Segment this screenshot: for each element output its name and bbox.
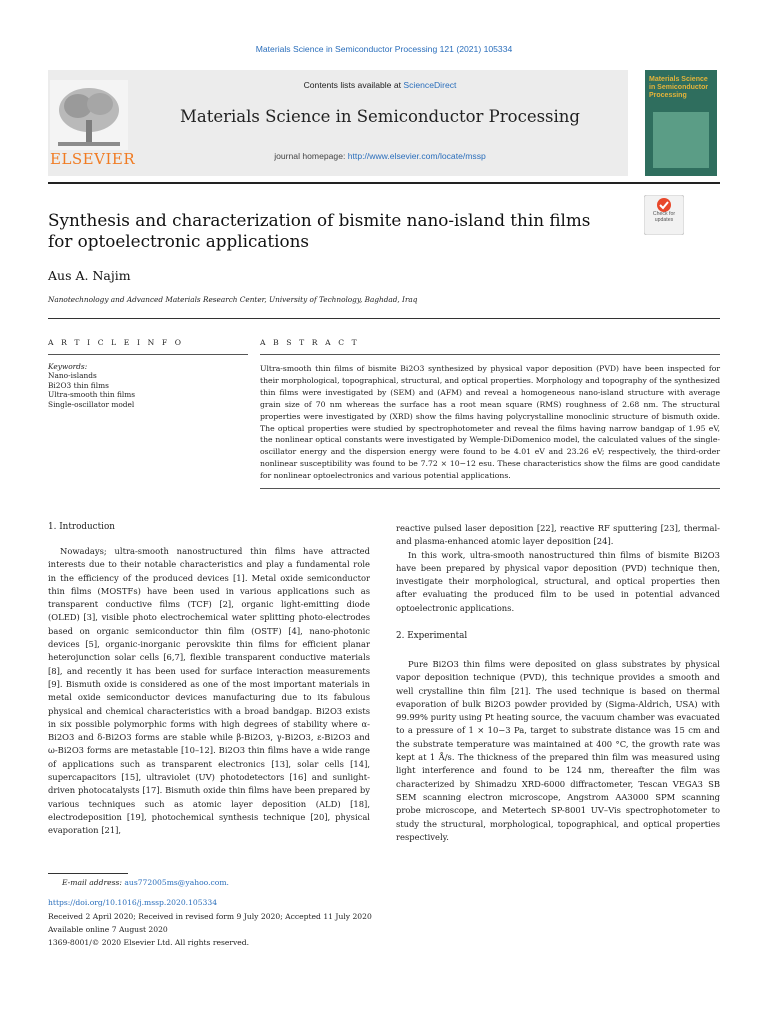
copyright-line: 1369-8001/© 2020 Elsevier Ltd. All rights reserved. [48,938,250,947]
cover-image [653,112,709,168]
homepage-link[interactable]: http://www.elsevier.com/locate/mssp [347,151,486,161]
abstract-rule [260,354,720,355]
author-name[interactable]: Aus A. Najim [48,268,131,283]
journal-cover[interactable] [645,70,717,176]
intro-paragraph-continued: reactive pulsed laser deposition [22], reactive RF sputtering [23], thermal- and plasma-enhanced atomic layer deposition [24]. [396,523,720,547]
journal-reference[interactable]: Materials Science in Semiconductor Processing 121 (2021) 105334 [255,44,513,54]
journal-homepage: journal homepage: http://www.elsevier.com/locate/mssp [274,151,486,161]
doi-link[interactable]: https://doi.org/10.1016/j.mssp.2020.105334 [48,898,218,907]
cover-title: Materials Science in Semiconductor Processing [649,76,709,99]
section-rule [48,318,720,319]
keywords-label: Keywords: [48,362,88,371]
sciencedirect-link[interactable]: ScienceDirect [403,80,457,90]
email-footnote: E-mail address: aus772005ms@yahoo.com. [62,878,229,887]
keyword-item[interactable]: Ultra-smooth thin films [48,390,136,400]
right-column [396,522,720,615]
abstract-heading: A B S T R A C T [260,338,360,347]
keyword-item[interactable]: Single-oscillator model [48,399,135,409]
paper-title: Synthesis and characterization of bismite nano-island thin films for optoelectronic applications [48,210,591,251]
introduction-column [48,545,370,838]
contents-line: Contents lists available at ScienceDirect [303,80,457,90]
intro-paragraph: Nowadays; ultra-smooth nanostructured thin films have attracted interests due to their notable characteristics and play a fundamental role in the efficiency of the produced devices [1]. Metal oxide semiconductor thin films (MOSTFs) have been used in various applications such as transparent conductive films (TCF) [2], organic light-emitting diode (OLED) [3], visible photo electrochemical water splitting photo-electrodes based on organic semiconductor thin film (OSTF) [4], nano-photonic devices [5], organic-inorganic perovskite thin films for efficient planar heterojunction solar cells [6,7], flexible transparent conductive materials [8], and recently it has been used for surface interaction measurements [9]. Bismuth oxide is considered as one of the most important materials in metal oxide semiconductor devices manufacturing due to its fabulous physical and chemical characteristics with a broad bandgap. Bi2O3 exists in six possible polymorphic forms with high degrees of stability where α-Bi2O3 and δ-Bi2O3 forms are stable while β-Bi2O3, γ-Bi2O3, ε-Bi2O3 and ω-Bi2O3 forms are metastable [10–12]. Bi2O3 thin films have a wide range of applications such as transparent electronics [13], solar cells [14], supercapacitors [15], ultraviolet (UV) photodetectors [16] and sunlight-driven photocatalysts [17]. Bismuth oxide thin films have been prepared by various techniques such as atomic layer deposition (ALD) [18], electrodeposition [19], photochemical synthesis technique [20], physical evaporation [21], [48,546,370,836]
abstract-text: Ultra-smooth thin films of bismite Bi2O3 synthesized by physical vapor deposition (PVD) have been inspected for their morphological, topographical, structural, and optical properties. Morphology and topography of the synthesized thin films were investigated by (SEM) and (AFM) and reveal a homogeneous nano-island structure with average grain size of 70 nm whereas the surface has a root mean square (RMS) roughness of 2.68 nm. The structural properties were investigated by (XRD) show the films having polycrystalline monoclinic structure of bismuth oxide. The optical properties were studied by spectrophotometer and reveal the films having narrow bandgap of 1.95 eV, the nonlinear optical constants were investigated by Wemple-DiDomenico model, the calculated values of the single-oscillator energy and the dispersion energy were found to be 4.01 eV and 23.26 eV; respectively, the third-order nonlinear susceptibility was found to be 7.72 × 10−12 esu. These characteristics show the films are good candidate for nonlinear optoelectronics and various potential applications. [260,364,720,481]
elsevier-tree-logo [50,80,128,150]
article-info-heading: A R T I C L E I N F O [48,338,184,347]
experimental-heading: 2. Experimental [396,631,468,641]
publisher-name: ELSEVIER [50,150,136,168]
intro-paragraph: In this work, ultra-smooth nanostructured thin films of bismite Bi2O3 have been prepared by physical vapor deposition (PVD) technique then, investigate their morphological, structural, and optical properties then after evaluating the produced film to be used in potential advanced optoelectronic applications. [396,549,720,613]
email-link[interactable]: aus772005ms@yahoo.com. [124,878,229,887]
article-info-rule [48,354,248,355]
abstract-bottom-rule [260,488,720,489]
keyword-item[interactable]: Nano-islands [48,371,97,381]
experimental-paragraph: Pure Bi2O3 thin films were deposited on glass substrates by physical vapor deposition technique (PVD), this technique provides a smooth and well crystalline thin film [21]. The used technique is based on thermal evaporation of bulk Bi2O3 powder provided by (Sigma-Aldrich, USA) with 99.99% purity using Pt heating source, the vacuum chamber was evacuated to a pressure of 1 × 10−3 Pa, target to substrate distance was 15 cm and the substrate temperature was maintained at 400 °C, the growth rate was kept at 1 Å/s. The thickness of the prepared thin film was measured using light interference and found to be 124 nm, thereafter the film was characterized by Shimadzu XRD-6000 diffractometer, Tescan VEGA3 SB SEM scanning electron microscope, Angstrom AA3000 SPM scanning probe microscope, and Metertech SP-8001 UV–Vis spectrophotometer to study the structural, morphological, topographical, and optical properties respectively. [396,659,720,842]
check-for-updates-label: Check for updates [652,211,676,223]
header-rule [48,182,720,184]
experimental-column [396,658,720,844]
journal-title: Materials Science in Semiconductor Processing [180,107,580,126]
received-dates: Received 2 April 2020; Received in revised form 9 July 2020; Accepted 11 July 2020 [48,912,372,921]
footnote-rule [48,873,128,874]
online-date: Available online 7 August 2020 [48,925,168,934]
keyword-item[interactable]: Bi2O3 thin films [48,380,109,390]
keywords-block [48,362,248,409]
author-affiliation: Nanotechnology and Advanced Materials Research Center, University of Technology, Baghdad, Iraq [48,295,418,304]
introduction-heading: 1. Introduction [48,522,115,532]
